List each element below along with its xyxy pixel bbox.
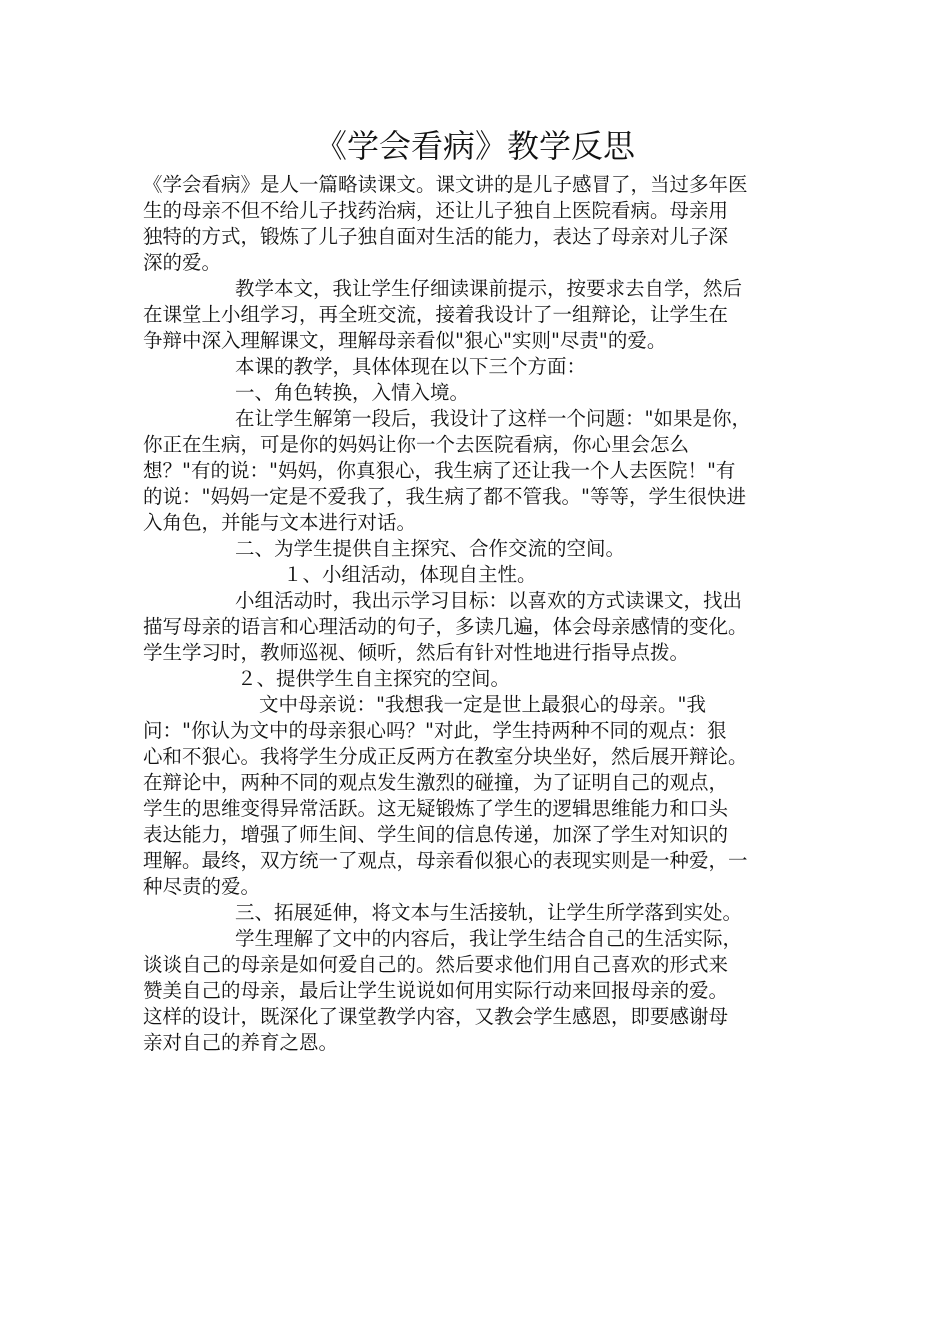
- text-line: 深的爱。: [143, 251, 222, 274]
- text-line: 理解。最终，双方统一了观点，母亲看似狠心的表现实则是一种爱，一: [143, 849, 748, 872]
- text-line: 谈谈自己的母亲是如何爱自己的。然后要求他们用自己喜欢的形式来: [143, 953, 729, 976]
- text-line: 本课的教学，具体体现在以下三个方面：: [235, 355, 587, 378]
- text-line: 文中母亲说："我想我一定是世上最狠心的母亲。"我: [259, 693, 706, 716]
- text-line: 入角色，并能与文本进行对话。: [143, 511, 417, 534]
- text-line: 这样的设计，既深化了课堂教学内容，又教会学生感恩，即要感谢母: [143, 1005, 729, 1028]
- text-line: 的说："妈妈一定是不爱我了，我生病了都不管我。"等等，学生很快进: [143, 485, 746, 508]
- text-line: 学生的思维变得异常活跃。这无疑锻炼了学生的逻辑思维能力和口头: [143, 797, 729, 820]
- text-line: 在课堂上小组学习，再全班交流，接着我设计了一组辩论，让学生在: [143, 303, 729, 326]
- text-line: 学生学习时，教师巡视、倾听，然后有针对性地进行指导点拨。: [143, 641, 690, 664]
- text-line: 小组活动时，我出示学习目标：以喜欢的方式读课文，找出: [235, 589, 743, 612]
- text-line: 争辩中深入理解课文，理解母亲看似"狠心"实则"尽责"的爱。: [143, 329, 667, 352]
- text-line: 赞美自己的母亲，最后让学生说说如何用实际行动来回报母亲的爱。: [143, 979, 729, 1002]
- text-line: 生的母亲不但不给儿子找药治病，还让儿子独自上医院看病。母亲用: [143, 199, 729, 222]
- text-line: 表达能力，增强了师生间、学生间的信息传递，加深了学生对知识的: [143, 823, 729, 846]
- text-line: 学生理解了文中的内容后，我让学生结合自己的生活实际，: [235, 927, 743, 950]
- text-line: 种尽责的爱。: [143, 875, 261, 898]
- subsection-heading: １、小组活动，体现自主性。: [283, 563, 537, 586]
- text-line: 问："你认为文中的母亲狠心吗？"对此，学生持两种不同的观点：狠: [143, 719, 727, 742]
- text-line: 想？"有的说："妈妈，你真狠心，我生病了还让我一个人去医院！"有: [143, 459, 736, 482]
- text-line: 描写母亲的语言和心理活动的句子，多读几遍，体会母亲感情的变化。: [143, 615, 748, 638]
- section-heading: 三、拓展延伸，将文本与生活接轨，让学生所学落到实处。: [235, 901, 743, 924]
- text-line: 心和不狠心。我将学生分成正反两方在教室分块坐好，然后展开辩论。: [143, 745, 748, 768]
- text-line: 在让学生解第一段后，我设计了这样一个问题："如果是你，: [235, 407, 751, 430]
- text-line: 亲对自己的养育之恩。: [143, 1031, 339, 1054]
- section-heading: 一、角色转换，入情入境。: [235, 381, 470, 404]
- document-body: [143, 172, 823, 1056]
- text-line: 你正在生病，可是你的妈妈让你一个去医院看病，你心里会怎么: [143, 433, 690, 456]
- document-title: 《学会看病》教学反思: [314, 127, 635, 165]
- text-line: 教学本文，我让学生仔细读课前提示，按要求去自学，然后: [235, 277, 743, 300]
- subsection-heading: ２、提供学生自主探究的空间。: [237, 667, 511, 690]
- text-line: 在辩论中，两种不同的观点发生激烈的碰撞，为了证明自己的观点，: [143, 771, 729, 794]
- text-line: 独特的方式，锻炼了儿子独自面对生活的能力，表达了母亲对儿子深: [143, 225, 729, 248]
- section-heading: 二、为学生提供自主探究、合作交流的空间。: [235, 537, 626, 560]
- text-line: 《学会看病》是人一篇略读课文。课文讲的是儿子感冒了，当过多年医: [143, 173, 748, 196]
